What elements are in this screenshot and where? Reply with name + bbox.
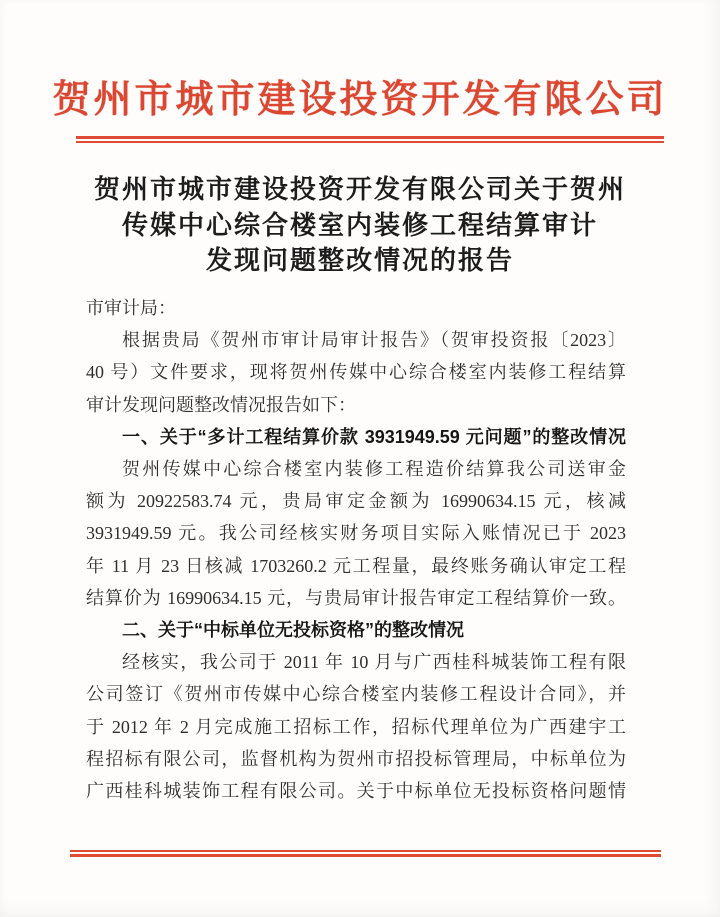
body-line: 40 号）文件要求，现将贺州传媒中心综合楼室内装修工程结算 xyxy=(86,362,626,383)
document-title xyxy=(40,172,680,279)
body-line: 审计发现问题整改情况报告如下： xyxy=(86,394,356,415)
body-line: 额为 20922583.74 元，贵局审定金额为 16990634.15 元，核减 xyxy=(86,491,626,512)
body-line: 根据贵局《贺州市审计局审计报告》（贺审投资报〔2023〕 xyxy=(122,330,626,351)
body-line: 经核实，我公司于 2011 年 10 月与广西桂科城装饰工程有限 xyxy=(122,652,626,673)
letterhead-company-name: 贺州市城市建设投资开发有限公司 xyxy=(52,79,668,121)
document-title-line-1: 贺州市城市建设投资开发有限公司关于贺州 xyxy=(93,175,626,204)
body-line: 程招标有限公司，监督机构为贺州市招投标管理局，中标单位为 xyxy=(86,748,626,769)
document-body xyxy=(86,292,626,807)
body-line: 公司签订《贺州市传媒中心综合楼室内装修工程设计合同》，并 xyxy=(86,684,626,705)
footer-divider-rule xyxy=(70,850,661,857)
body-line: 年 11 月 23 日核减 1703260.2 元工程量，最终账务确认审定工程 xyxy=(86,555,626,576)
body-line: 结算价为 16990634.15 元，与贵局审计报告审定工程结算价一致。 xyxy=(86,587,626,608)
section-heading-2: 二、关于“中标单位无投标资格”的整改情况 xyxy=(122,620,464,641)
document-title-line-2: 传媒中心综合楼室内装修工程结算审计 xyxy=(121,210,598,240)
salutation: 市审计局： xyxy=(86,298,176,318)
body-line: 于 2012 年 2 月完成施工招标工作，招标代理单位为广西建宇工 xyxy=(86,716,626,737)
document-title-line-3: 发现问题整改情况的报告 xyxy=(205,246,514,275)
section-heading-1: 一、关于“多计工程结算价款 3931949.59 元问题”的整改情况 xyxy=(122,426,626,447)
body-line: 贺州传媒中心综合楼室内装修工程造价结算我公司送审金 xyxy=(122,459,626,480)
body-line: 广西桂科城装饰工程有限公司。关于中标单位无投标资格问题情 xyxy=(86,781,626,802)
body-line: 3931949.59 元。我公司经核实财务项目实际入账情况已于 2023 xyxy=(86,523,626,544)
letterhead-divider-rule xyxy=(76,136,664,143)
